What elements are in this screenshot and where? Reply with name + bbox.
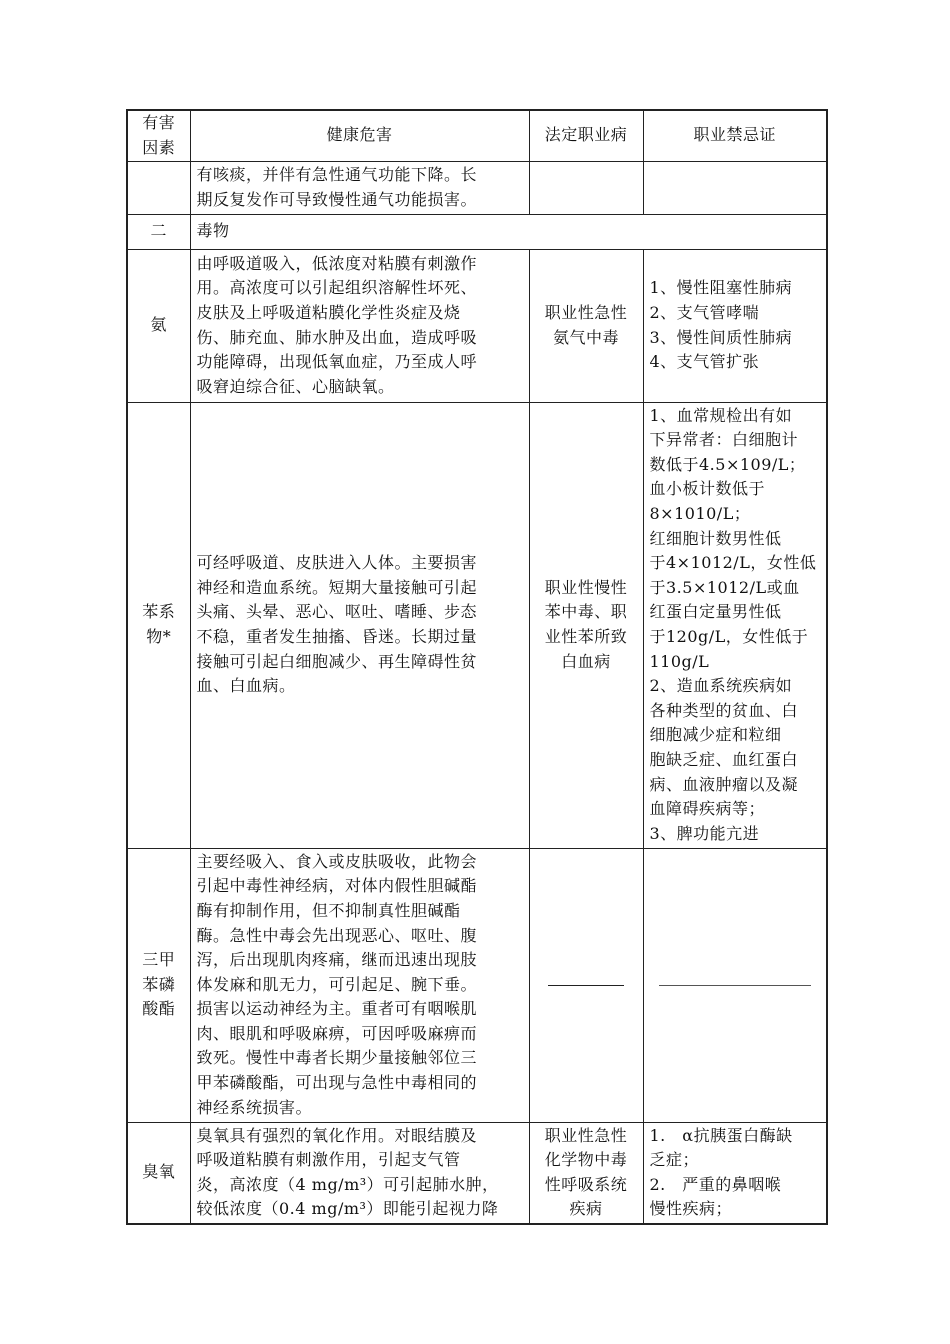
- tocp-factor: 三甲 苯磷 酸酯: [127, 848, 190, 1122]
- ozone-factor: 臭氧: [127, 1122, 190, 1224]
- table-header-row: [127, 110, 827, 161]
- ozone-disease: 职业性急性 化学物中毒 性呼吸系统 疾病: [529, 1122, 643, 1224]
- header-health-hazard: 健康危害: [190, 110, 529, 161]
- tocp-disease-dash: [548, 985, 624, 986]
- table-row-continuation: [127, 161, 827, 214]
- benzene-contraindication: 1、血常规检出有如 下异常者：白细胞计 数低于4.5×109/L； 血小板计数低于 8×1010/L； 红细胞计数男性低 于4×1012/L，女性低 于3.5×1012/L或血 红蛋白定量男性低 于120g/L，女性低于 110g/L 2、造血系统疾病如 各种类型的贫血、白 细胞减少症和粒细 胞缺乏症、血红蛋白 病、血液肿瘤以及凝 血障碍疾病等； 3、脾功能亢进: [643, 402, 827, 848]
- ammonia-disease: 职业性急性 氨气中毒: [529, 249, 643, 402]
- header-contraindication: 职业禁忌证: [643, 110, 827, 161]
- ozone-contraindication: 1. α抗胰蛋白酶缺 乏症； 2. 严重的鼻咽喉 慢性疾病；: [643, 1122, 827, 1224]
- continuation-disease-cell: [529, 161, 643, 214]
- ozone-health: 臭氧具有强烈的氧化作用。对眼结膜及 呼吸道粘膜有刺激作用，引起支气管 炎，高浓度（4 mg/m³）可引起肺水肿， 较低浓度（0.4 mg/m³）即能引起视力降: [190, 1122, 529, 1224]
- occupational-hazard-table-wrapper: [126, 109, 826, 1225]
- tocp-contra-dash: [659, 985, 811, 986]
- header-statutory-disease: 法定职业病: [529, 110, 643, 161]
- tocp-disease-cell: [529, 848, 643, 1122]
- ammonia-health: 由呼吸道吸入，低浓度对粘膜有刺激作 用。高浓度可以引起组织溶解性坏死、 皮肤及上呼吸道粘膜化学性炎症及烧 伤、肺充血、肺水肿及出血，造成呼吸 功能障碍，出现低氧血症，乃至成人呼 吸窘迫综合征、心脑缺氧。: [190, 249, 529, 402]
- continuation-health-cell: 有咳痰，并伴有急性通气功能下降。长 期反复发作可导致慢性通气功能损害。: [190, 161, 529, 214]
- benzene-health: 可经呼吸道、皮肤进入人体。主要损害 神经和造血系统。短期大量接触可引起 头痛、头晕、恶心、呕吐、嗜睡、步态 不稳，重者发生抽搐、昏迷。长期过量 接触可引起白细胞减少、再生障碍性贫 血、白血病。: [190, 402, 529, 848]
- tocp-health: 主要经吸入、食入或皮肤吸收，此物会 引起中毒性神经病，对体内假性胆碱酯 酶有抑制作用，但不抑制真性胆碱酯 酶。急性中毒会先出现恶心、呕吐、腹 泻，后出现肌肉疼痛，继而迅速出现肢 体发麻和肌无力，可引起足、腕下垂。 损害以运动神经为主。重者可有咽喉肌 肉、眼肌和呼吸麻痹，可因呼吸麻痹而 致死。慢性中毒者长期少量接触邻位三 甲苯磷酸酯，可出现与急性中毒相同的 神经系统损害。: [190, 848, 529, 1122]
- benzene-disease: 职业性慢性 苯中毒、职 业性苯所致 白血病: [529, 402, 643, 848]
- table-row-ozone: [127, 1122, 827, 1224]
- benzene-factor: 苯系 物*: [127, 402, 190, 848]
- ammonia-factor: 氨: [127, 249, 190, 402]
- header-hazard-factor: 有害 因素: [127, 110, 190, 161]
- table-row-ammonia: [127, 249, 827, 402]
- tocp-contra-cell: [643, 848, 827, 1122]
- ammonia-contraindication: 1、慢性阻塞性肺病 2、支气管哮喘 3、慢性间质性肺病 4、支气管扩张: [643, 249, 827, 402]
- continuation-contra-cell: [643, 161, 827, 214]
- continuation-factor-cell: [127, 161, 190, 214]
- occupational-hazard-table: [126, 109, 828, 1225]
- table-row-section-toxicants: [127, 214, 827, 249]
- section-number: 二: [127, 214, 190, 249]
- table-row-benzene: [127, 402, 827, 848]
- section-label: 毒物: [190, 214, 827, 249]
- table-row-tocp: [127, 848, 827, 1122]
